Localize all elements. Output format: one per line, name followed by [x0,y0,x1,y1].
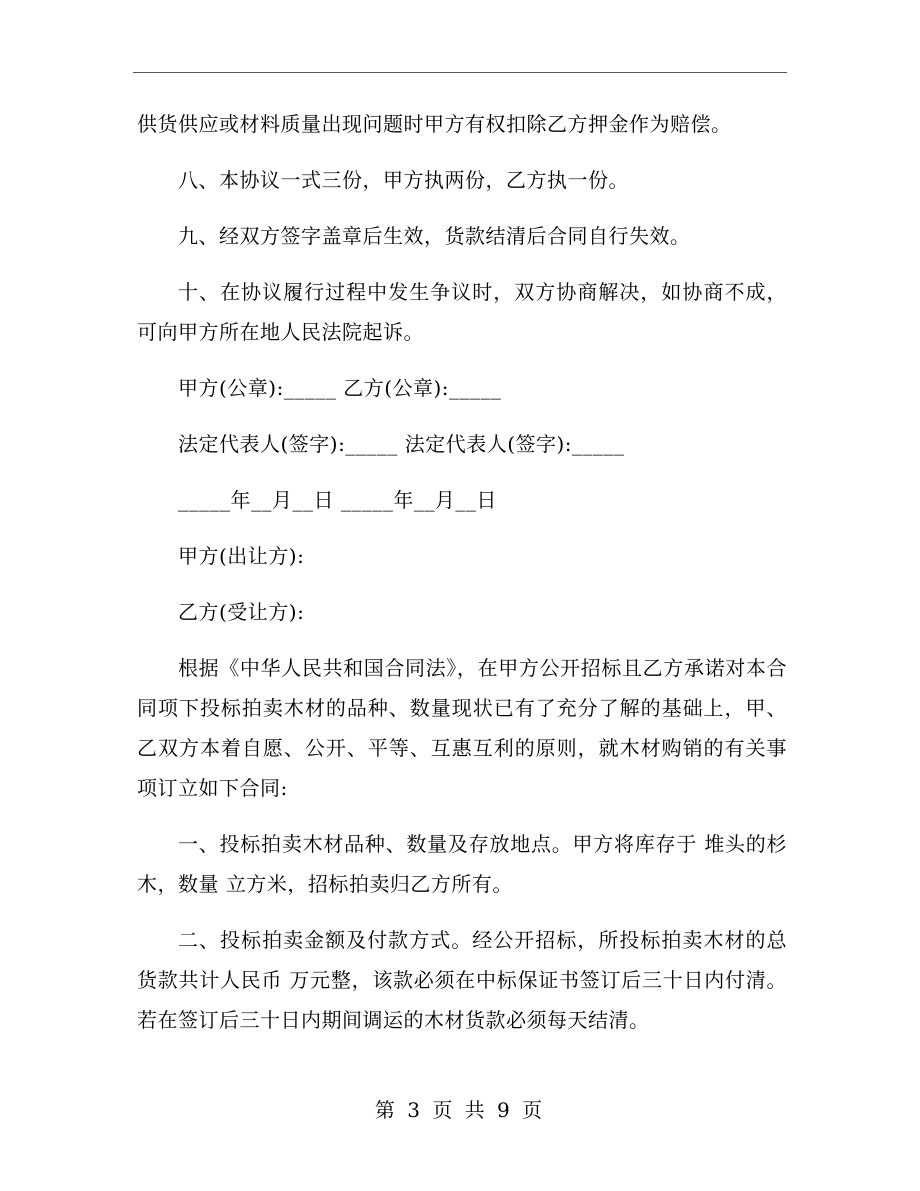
signature-date-line: _____年__月__日 _____年__月__日 [178,488,497,512]
page-number-footer: 第 3 页 共 9 页 [374,1098,546,1122]
party-b-label: 乙方(受让方): [178,600,305,624]
paragraph-clause-8: 八、本协议一式三份，甲方执两份，乙方执一份。 [178,168,629,192]
paragraph-clause-2: 二、投标拍卖金额及付款方式。经公开招标，所投标拍卖木材的总货款共计人民币 万元整，该款必须在中标保证书签订后三十日内付清。若在签订后三十日内期间调运的木材货款必须每天结清。 [137,928,787,1032]
party-a-label: 甲方(出让方): [178,544,305,568]
paragraph-preamble: 根据《中华人民共和国合同法》，在甲方公开招标且乙方承诺对本合同项下投标拍卖木材的品种、数量现状已有了充分了解的基础上，甲、乙双方本着自愿、公开、平等、互惠互利的原则，就木材购销的有关事项订立如下合同: [137,656,787,800]
paragraph-clause-1: 一、投标拍卖木材品种、数量及存放地点。甲方将库存于 堆头的杉木，数量 立方米，招标拍卖归乙方所有。 [137,832,787,896]
paragraph-continuation: 供货供应或材料质量出现问题时甲方有权扣除乙方押金作为赔偿。 [137,112,732,136]
document-body [137,104,787,1056]
paragraph-clause-9: 九、经双方签字盖章后生效，货款结清后合同自行失效。 [178,224,691,248]
signature-representative-line: 法定代表人(签字):_____ 法定代表人(签字):_____ [178,432,625,456]
header-rule [133,72,787,73]
signature-seal-line: 甲方(公章):_____ 乙方(公章):_____ [178,376,502,400]
paragraph-clause-10: 十、在协议履行过程中发生争议时，双方协商解决，如协商不成，可向甲方所在地人民法院起诉。 [137,280,787,344]
